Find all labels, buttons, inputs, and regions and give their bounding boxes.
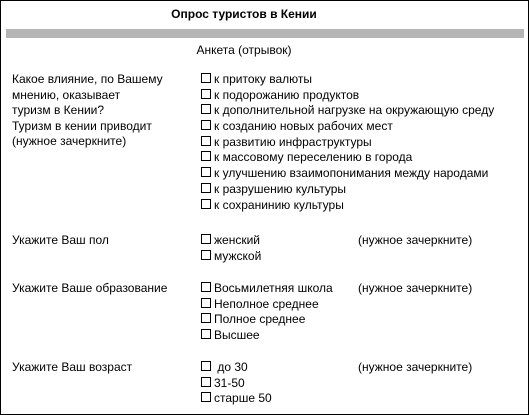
checkbox[interactable] bbox=[201, 104, 211, 114]
question-line: Туризм в кении приводит bbox=[12, 118, 152, 133]
form-subtitle: Анкета (отрывок) bbox=[196, 43, 292, 57]
option-complete-secondary[interactable]: Полное среднее bbox=[201, 312, 333, 328]
option-male[interactable]: мужской bbox=[201, 249, 261, 265]
option-over-50[interactable]: старше 50 bbox=[201, 391, 272, 407]
option-environment-load[interactable]: к дополнительной нагрузке на окружающую среду bbox=[201, 103, 494, 119]
checkbox[interactable] bbox=[201, 151, 211, 161]
checkbox[interactable] bbox=[201, 282, 211, 292]
question-impact bbox=[12, 72, 163, 150]
checkbox[interactable] bbox=[201, 250, 211, 260]
option-currency-inflow[interactable]: к притоку валюты bbox=[201, 72, 494, 88]
checkbox[interactable] bbox=[201, 136, 211, 146]
option-food-prices[interactable]: к подорожанию продуктов bbox=[201, 88, 494, 104]
education-options bbox=[201, 281, 333, 344]
page-title: Опрос туристов в Кении bbox=[171, 7, 317, 21]
checkbox[interactable] bbox=[201, 199, 211, 209]
option-under-30[interactable]: до 30 bbox=[201, 360, 272, 376]
age-options bbox=[201, 360, 272, 407]
checkbox[interactable] bbox=[201, 167, 211, 177]
checkbox[interactable] bbox=[201, 120, 211, 130]
option-urban-migration[interactable]: к массовому переселению в города bbox=[201, 150, 494, 166]
checkbox[interactable] bbox=[201, 361, 211, 371]
option-culture-preservation[interactable]: к сохранинию культуры bbox=[201, 198, 494, 214]
question-line: мнению, оказывает bbox=[12, 87, 121, 102]
checkbox[interactable] bbox=[201, 183, 211, 193]
instruction-note: (нужное зачеркните) bbox=[358, 233, 473, 247]
checkbox[interactable] bbox=[201, 89, 211, 99]
option-new-jobs[interactable]: к созданию новых рабочих мест bbox=[201, 119, 494, 135]
gender-options bbox=[201, 233, 261, 264]
question-age: Укажите Ваш возраст bbox=[12, 360, 133, 374]
option-eight-year-school[interactable]: Восьмилетняя школа bbox=[201, 281, 333, 297]
checkbox[interactable] bbox=[201, 392, 211, 402]
option-incomplete-secondary[interactable]: Неполное среднее bbox=[201, 297, 333, 313]
checkbox[interactable] bbox=[201, 298, 211, 308]
instruction-note: (нужное зачеркните) bbox=[358, 360, 473, 374]
instruction-note: (нужное зачеркните) bbox=[358, 281, 473, 295]
option-31-50[interactable]: 31-50 bbox=[201, 376, 272, 392]
question-line: (нужное зачеркните) bbox=[12, 134, 127, 149]
checkbox[interactable] bbox=[201, 234, 211, 244]
question-line: туризм в Кении? bbox=[12, 103, 105, 118]
checkbox[interactable] bbox=[201, 377, 211, 387]
option-higher[interactable]: Высшее bbox=[201, 328, 333, 344]
question-line: Какое влияние, по Вашему bbox=[12, 72, 163, 86]
question-education: Укажите Ваше образование bbox=[12, 281, 168, 295]
question-gender: Укажите Ваш пол bbox=[12, 233, 109, 247]
impact-options bbox=[201, 72, 494, 213]
option-infrastructure[interactable]: к развитию инфраструктуры bbox=[201, 135, 494, 151]
checkbox[interactable] bbox=[201, 329, 211, 339]
option-understanding[interactable]: к улучшению взаимопонимания между народами bbox=[201, 166, 494, 182]
divider-bar bbox=[6, 29, 524, 38]
option-female[interactable]: женский bbox=[201, 233, 261, 249]
checkbox[interactable] bbox=[201, 73, 211, 83]
option-culture-destruction[interactable]: к разрушению культуры bbox=[201, 182, 494, 198]
checkbox[interactable] bbox=[201, 313, 211, 323]
